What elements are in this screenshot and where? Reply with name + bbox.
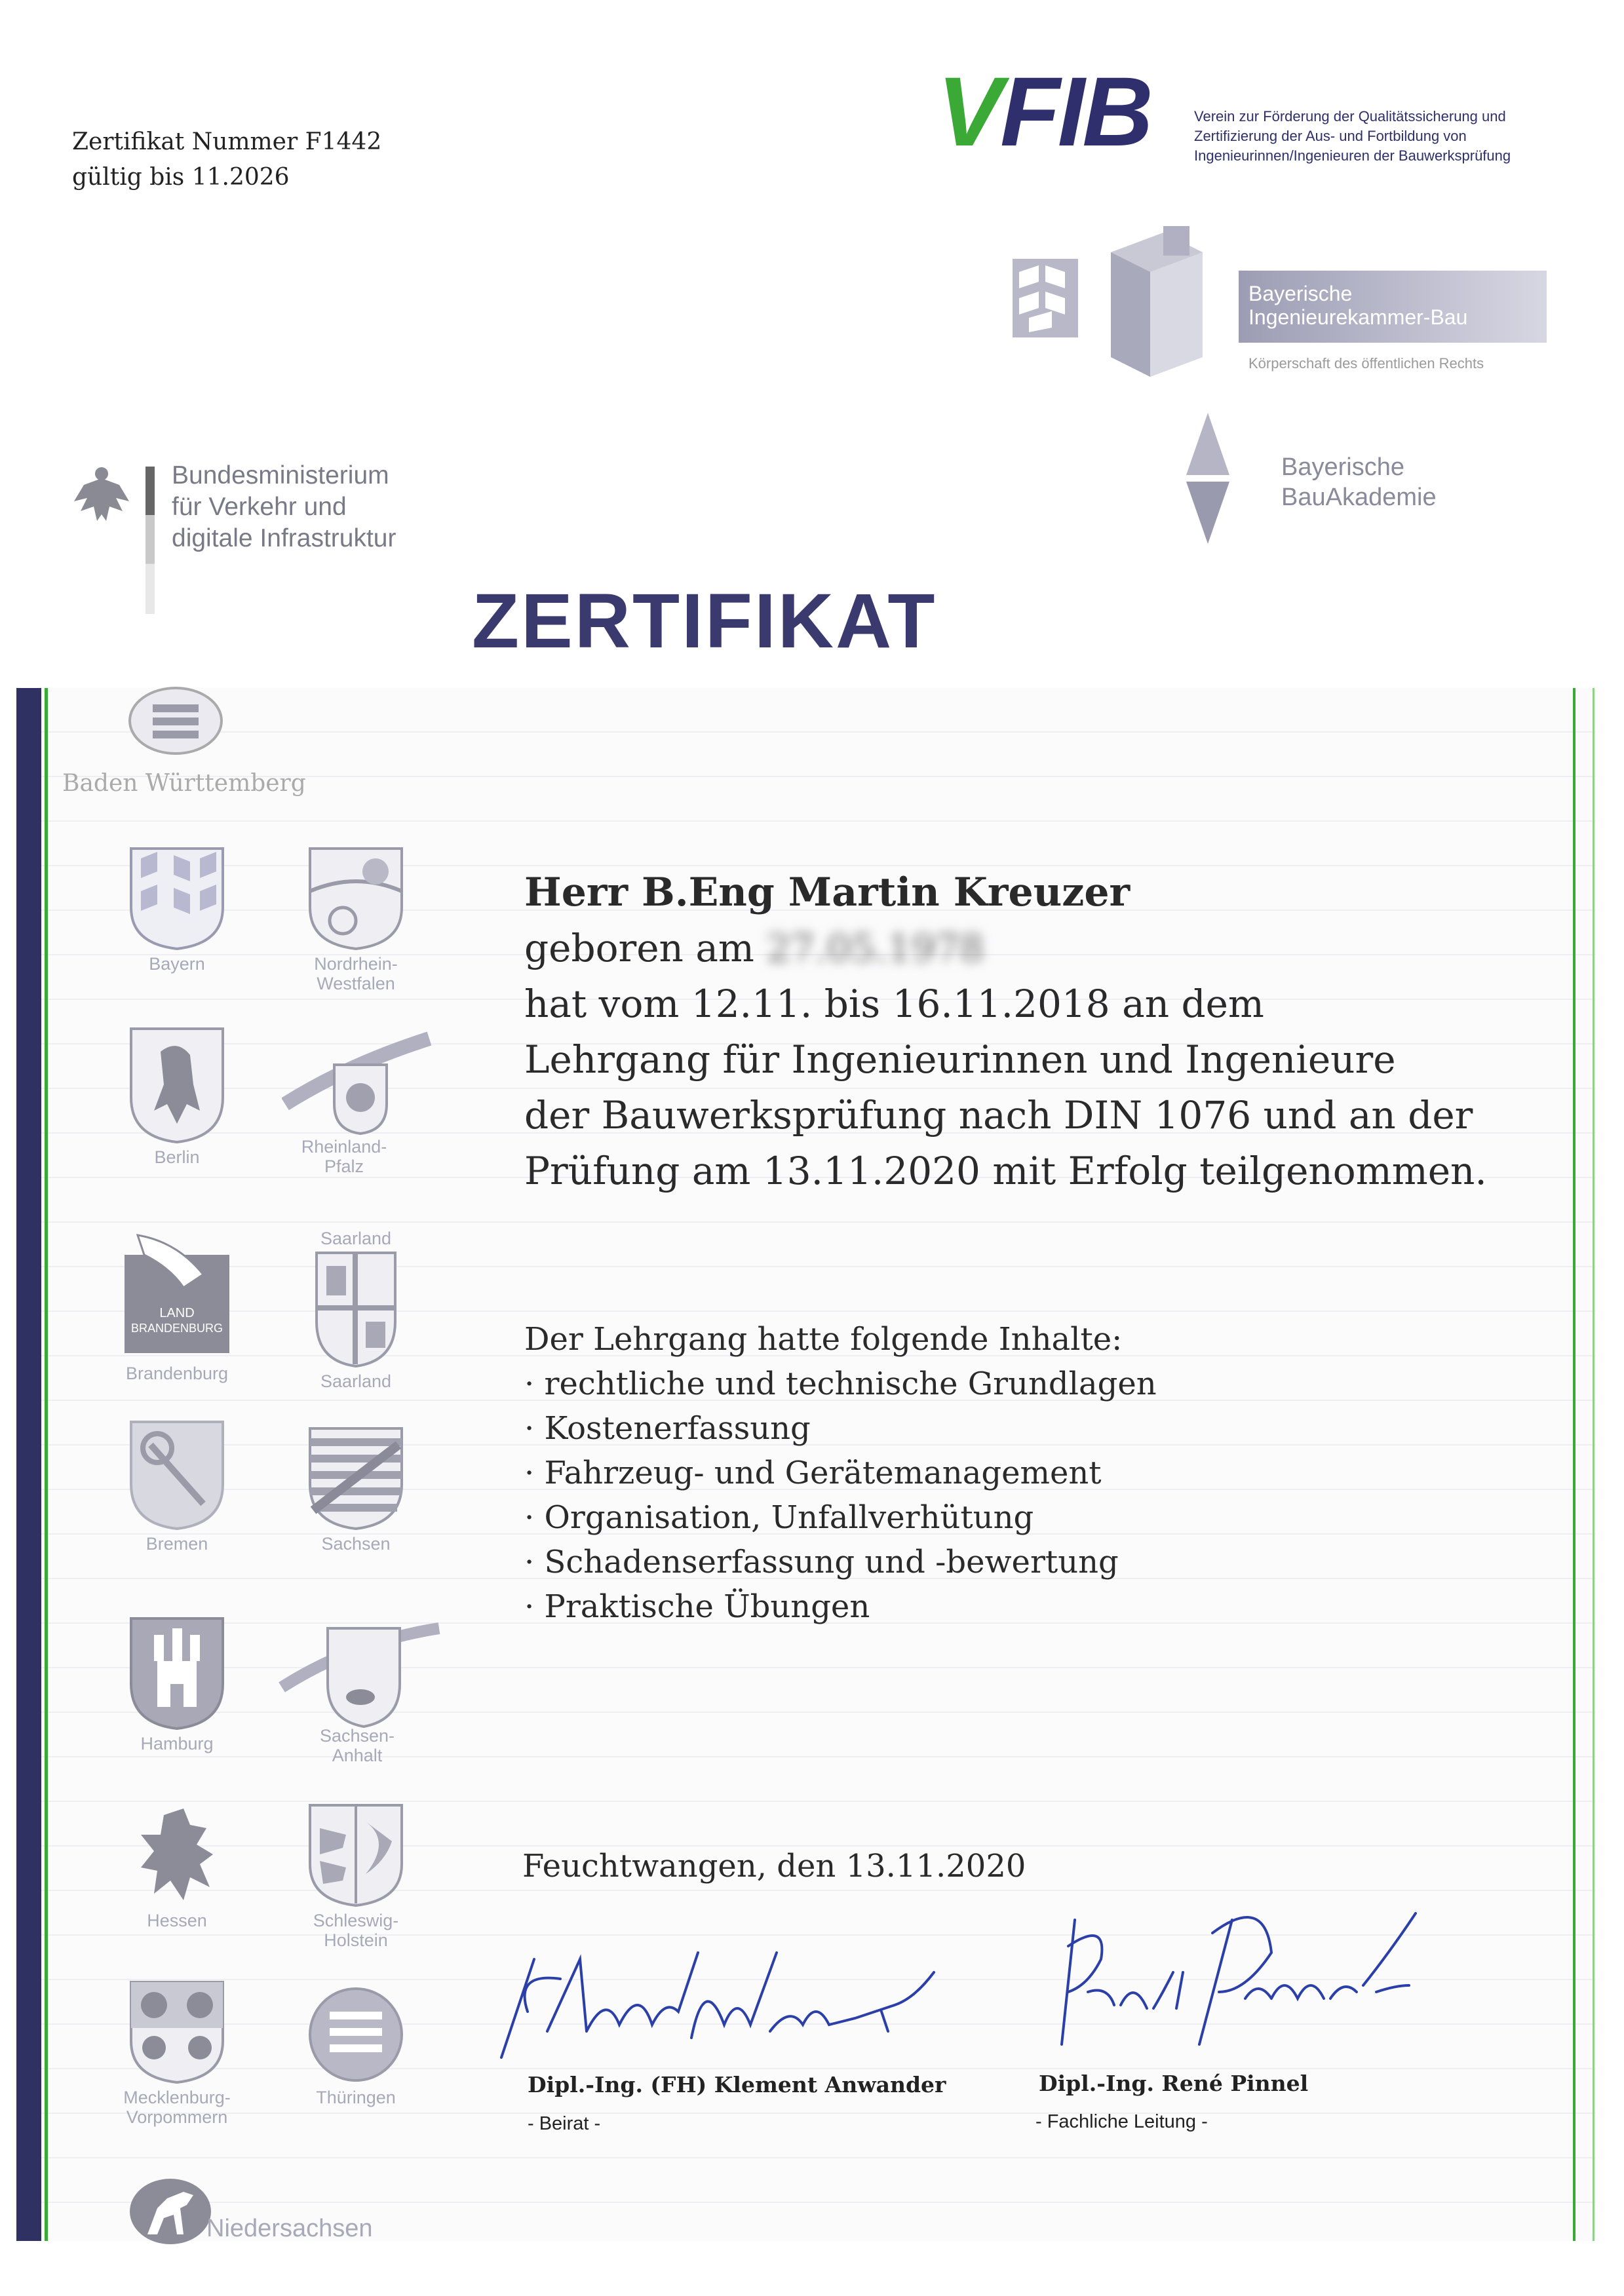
signatory-2-role: - Fachliche Leitung - [1035,2111,1208,2132]
sachsen-anhalt-crest-icon [269,1615,446,1730]
signatory-1-role: - Beirat - [528,2113,601,2134]
academy-name: Bayerische BauAkademie [1281,453,1437,511]
right-green-stripe-light [1593,688,1595,2241]
left-navy-stripe [16,688,41,2241]
body-line: hat vom 12.11. bis 16.11.2018 an dem [524,982,1264,1026]
state-nrw: Nordrhein- Westfalen [294,845,418,993]
sachsen-crest-icon [307,1419,405,1530]
vfib-logo: VFIB [937,56,1151,166]
academy-logo-icon [1185,413,1231,544]
recipient-name: Herr B.Eng Martin Kreuzer [524,870,1131,915]
brandenburg-logo-text: LAND [159,1306,195,1320]
body-line: Prüfung am 13.11.2020 mit Erfolg teilgenommen. [524,1149,1487,1193]
certificate-meta [72,124,381,195]
state-hessen: Hessen [115,1802,239,1930]
course-item: · rechtliche und technische Grundlagen [524,1362,1157,1406]
state-hamburg: Hamburg [115,1615,239,1753]
brandenburg-crest-icon [118,1229,236,1360]
hamburg-crest-icon [128,1615,226,1730]
chamber-subtitle: Körperschaft des öffentlichen Rechts [1248,355,1484,372]
body-line: Lehrgang für Ingenieurinnen und Ingenieure [524,1037,1396,1082]
state-label-niedersachsen: Niedersachsen [206,2215,373,2242]
certificate-title: ZERTIFIKAT [472,578,937,664]
saarland-crest-icon [313,1250,398,1368]
state-sachsen: Sachsen [294,1419,418,1554]
ministry-color-bar [145,467,155,614]
left-green-stripe [45,688,48,2241]
certificate-body [524,865,1487,1199]
ministry-name: Bundesministerium für Verkehr und digitale Infrastruktur [172,461,396,552]
state-mecklenburg-vorpommern: Mecklenburg- Vorpommern [115,1979,239,2127]
state-berlin: Berlin [115,1025,239,1167]
state-brandenburg: LAND BRANDENBURG Brandenburg [115,1229,239,1383]
vfib-description: Verein zur Förderung der Qualitätssicherung und Zertifizierung der Aus- und Fortbildung von Ingenieurinnen/Ingenieuren der Bauwerksprüfung [1194,108,1511,164]
baden-wuerttemberg-crest-icon [126,685,225,757]
certificate-valid-until: gültig bis 11.2026 [72,164,290,191]
state-saarland: Saarland Saarland [294,1229,418,1391]
state-rlp: Rheinland- Pfalz [282,1025,406,1176]
brandenburg-logo-text: BRANDENBURG [130,1322,223,1335]
berlin-crest-icon [128,1025,226,1143]
thueringen-crest-icon [307,1979,405,2084]
state-sachsen-anhalt: Sachsen- Anhalt [269,1615,446,1765]
nrw-crest-icon [307,845,405,950]
certificate-number: Zertifikat Nummer F1442 [72,128,382,155]
state-schleswig-holstein: Schleswig- Holstein [294,1802,418,1950]
state-thueringen: Thüringen [294,1979,418,2107]
place-and-date: Feuchtwangen, den 13.11.2020 [522,1848,1026,1885]
federal-eagle-icon [71,462,133,524]
chamber-name: Bayerische Ingenieurekammer-Bau [1248,282,1468,329]
course-item: · Kostenerfassung [524,1406,1157,1451]
body-line: der Bauwerksprüfung nach DIN 1076 und an der [524,1093,1473,1138]
course-item: · Fahrzeug- und Gerätemanagement [524,1451,1157,1495]
signatory-2-name: Dipl.-Ing. René Pinnel [1039,2071,1309,2096]
course-item: · Schadenserfassung und -bewertung [524,1540,1157,1584]
bayern-crest-icon [128,845,226,950]
state-bayern: Bayern [115,845,239,974]
mecklenburg-vorpommern-crest-icon [128,1979,226,2084]
recipient-born: geboren am 27.05.1978 [524,921,1487,976]
right-green-stripe [1573,688,1576,2241]
course-intro: Der Lehrgang hatte folgende Inhalte: [524,1321,1123,1358]
signature-anwander-icon [488,1933,940,2064]
niedersachsen-horse-icon [128,2175,213,2248]
state-label-baden-wuerttemberg: Baden Württemberg [62,770,306,797]
course-item: · Organisation, Unfallverhütung [524,1495,1157,1540]
rlp-crest-icon [282,1025,433,1143]
course-contents [524,1317,1157,1629]
recipient-born-date: 27.05.1978 [766,926,984,970]
schleswig-holstein-crest-icon [307,1802,405,1907]
hessen-crest-icon [128,1802,226,1907]
course-item: · Praktische Übungen [524,1584,1157,1629]
signatory-1-name: Dipl.-Ing. (FH) Klement Anwander [528,2072,946,2097]
bremen-crest-icon [128,1419,226,1530]
state-bremen: Bremen [115,1419,239,1554]
signature-pinnel-icon [1049,1894,1442,2064]
